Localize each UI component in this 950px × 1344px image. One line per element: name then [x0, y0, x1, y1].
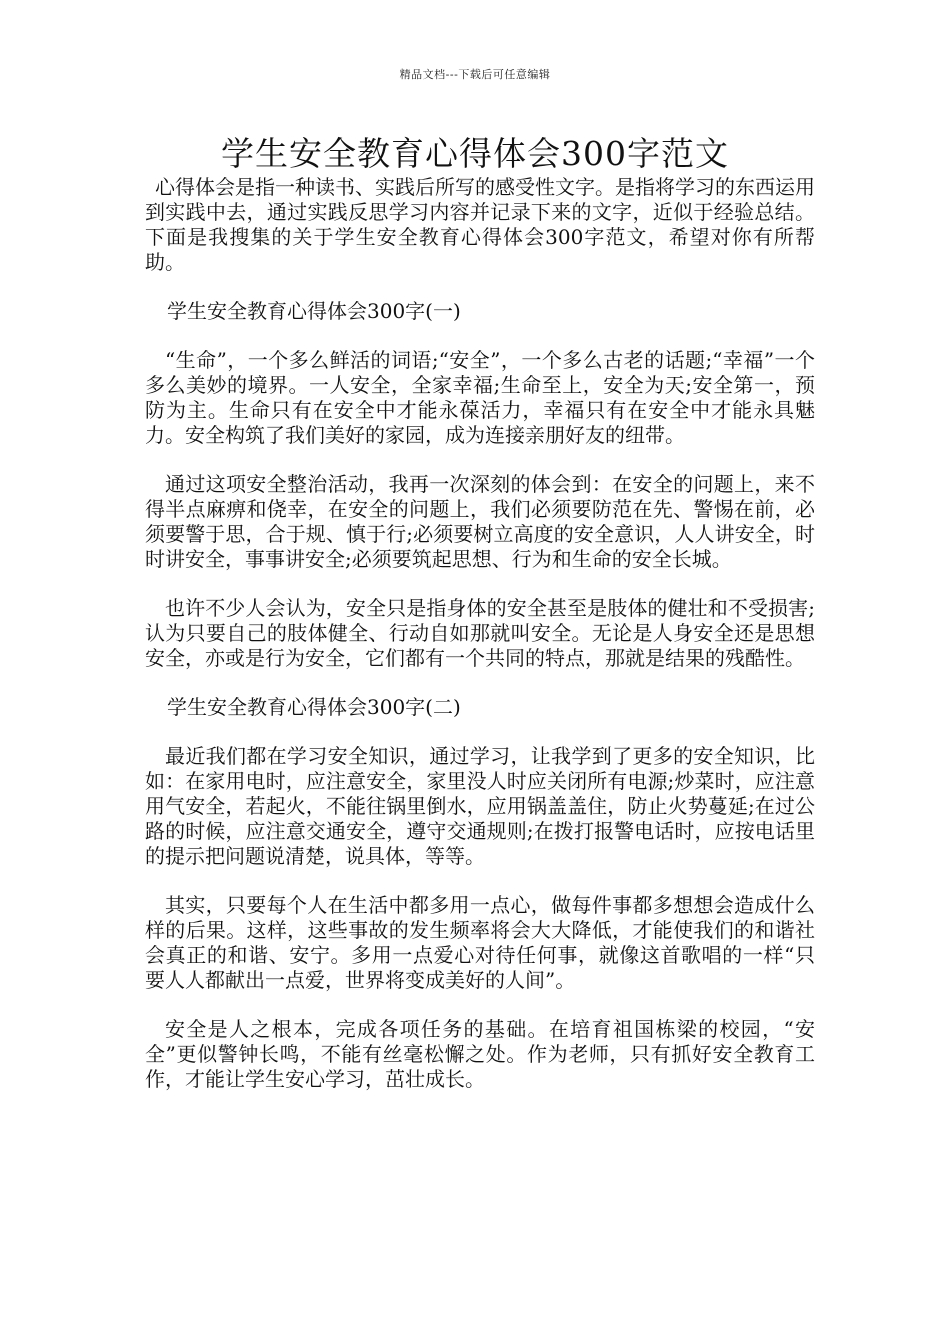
body-paragraph: 其实，只要每个人在生活中都多用一点心，做每件事都多想想会造成什么样的后果。这样，这些事故的发生频率将会大大降低，才能使我们的和谐社会真正的和谐、安宁。多用一点爱心对待任何事，就像这首歌唱的一样“只要人人都献出一点爱，世界将变成美好的人间”。 — [145, 893, 815, 992]
body-paragraph: “生命”，一个多么鲜活的词语;“安全”，一个多么古老的话题;“幸福”一个多么美妙的境界。一人安全，全家幸福;生命至上，安全为天;安全第一，预防为主。生命只有在安全中才能永葆活力，幸福只有在安全中才能永具魅力。安全构筑了我们美好的家园，成为连接亲朋好友的纽带。 — [145, 348, 815, 447]
body-paragraph: 最近我们都在学习安全知识，通过学习，让我学到了更多的安全知识，比如：在家用电时，应注意安全，家里没人时应关闭所有电源;炒菜时，应注意用气安全，若起火，不能往锅里倒水，应用锅盖盖住，防止火势蔓延;在过公路的时候，应注意交通安全，遵守交通规则;在拨打报警电话时，应按电话里的提示把问题说清楚，说具体，等等。 — [145, 744, 815, 868]
document-body — [145, 175, 815, 1092]
header-note: 精品文档---下载后可任意编辑 — [399, 68, 551, 81]
section-heading-2: 学生安全教育心得体会300字(二) — [167, 695, 461, 719]
document-title: 学生安全教育心得体会300字范文 — [221, 134, 729, 173]
body-paragraph: 通过这项安全整治活动，我再一次深刻的体会到：在安全的问题上，来不得半点麻痹和侥幸，在安全的问题上，我们必须要防范在先、警惕在前，必须要警于思，合于规、慎于行;必须要树立高度的安全意识，人人讲安全，时时讲安全，事事讲安全;必须要筑起思想、行为和生命的安全长城。 — [145, 472, 815, 571]
section-heading-1: 学生安全教育心得体会300字(一) — [167, 299, 461, 323]
body-paragraph: 也许不少人会认为，安全只是指身体的安全甚至是肢体的健壮和不受损害;认为只要自己的肢体健全、行动自如那就叫安全。无论是人身安全还是思想安全，亦或是行为安全，它们都有一个共同的特点，那就是结果的残酷性。 — [145, 596, 815, 670]
intro-paragraph: 心得体会是指一种读书、实践后所写的感受性文字。是指将学习的东西运用到实践中去，通过实践反思学习内容并记录下来的文字，近似于经验总结。下面是我搜集的关于学生安全教育心得体会300字范文，希望对你有所帮助。 — [145, 175, 815, 274]
body-paragraph: 安全是人之根本，完成各项任务的基础。在培育祖国栋梁的校园，“安全”更似警钟长鸣，不能有丝毫松懈之处。作为老师，只有抓好安全教育工作，才能让学生安心学习，茁壮成长。 — [145, 1017, 815, 1091]
